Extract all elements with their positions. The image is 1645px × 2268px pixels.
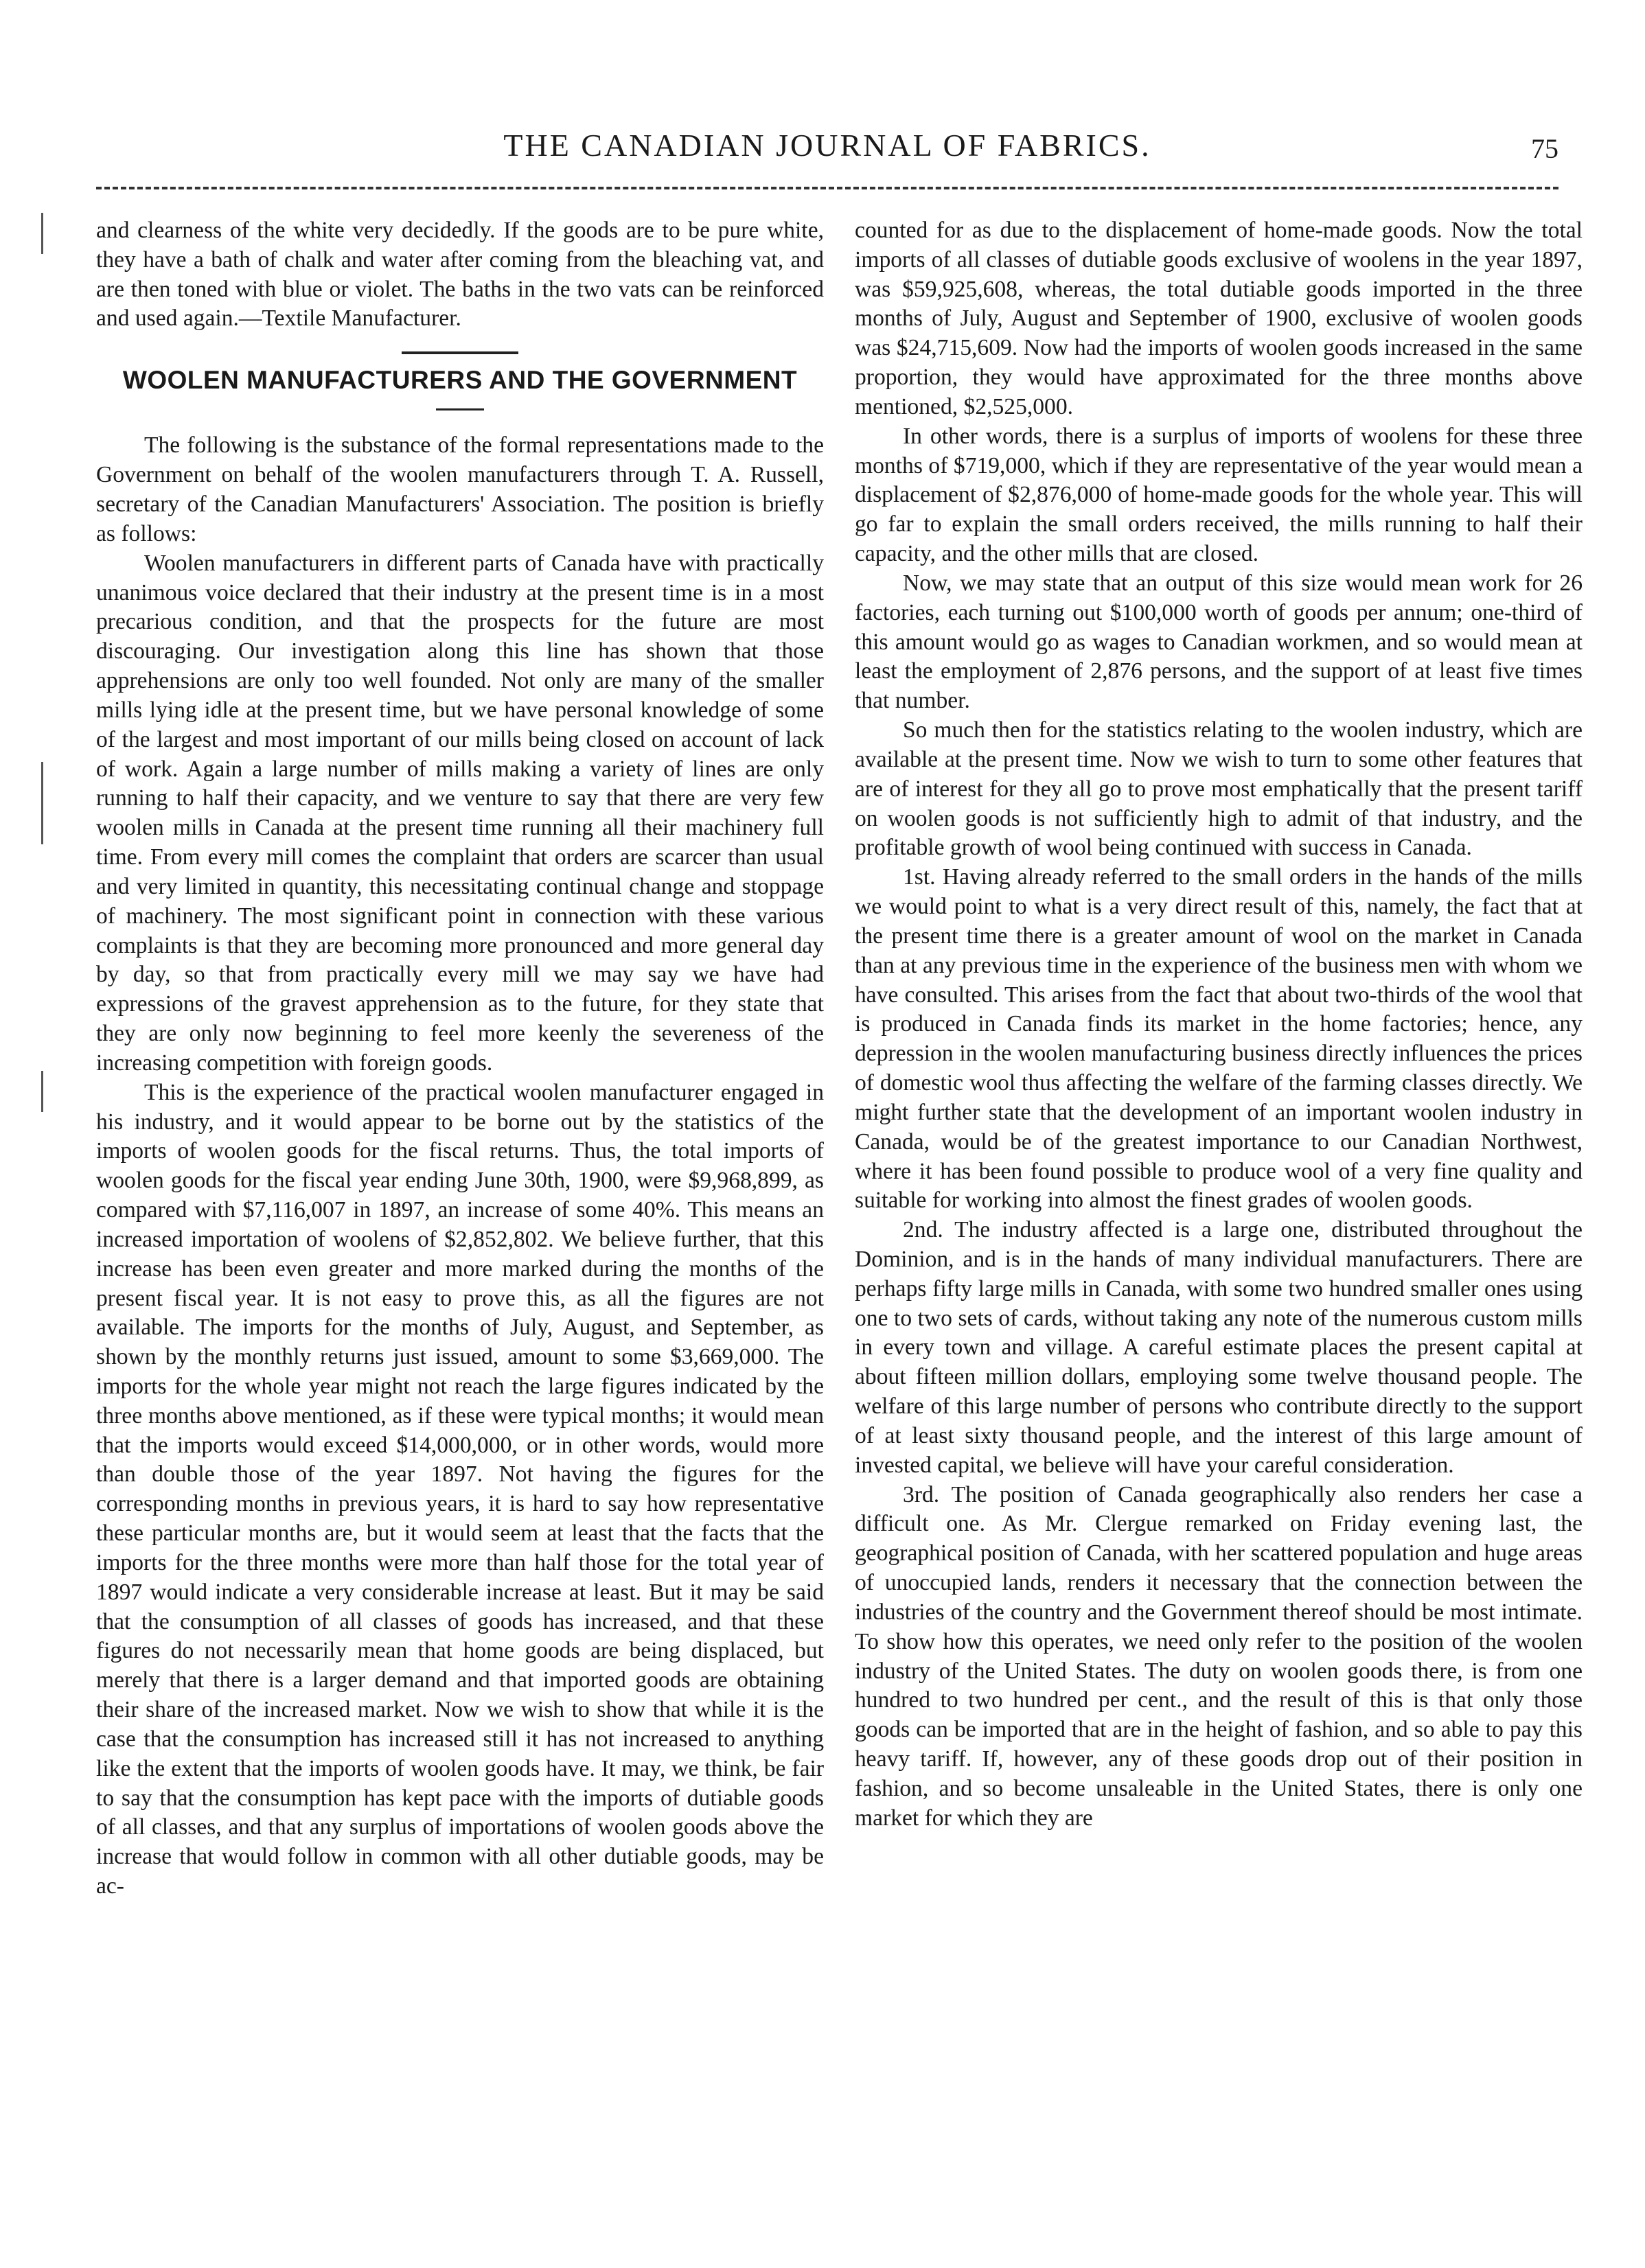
- paragraph: 1st. Having already referred to the small orders in the hands of the mills we would point to what is a very direct result of this, namely, the fact that at the present time there is a greater amount of wool on the market in Canada than at any previous time in the experience of the business men with whom we have consulted. This arises from the fact that about two-thirds of the wool that is produced in Canada finds its market in the home factories; hence, any depression in the woolen manufacturing business directly influences the prices of domestic wool thus affecting the welfare of the farming classes directly. We might further state that the development of an important woolen industry in Canada, would be of the greatest importance to our Canadian Northwest, where it has been found possible to produce wool of a very fine quality and suitable for working into almost the finest grades of woolen goods.: [855, 864, 1583, 1214]
- running-title: THE CANADIAN JOURNAL OF FABRICS.: [503, 128, 1151, 163]
- paragraph: 2nd. The industry affected is a large one, distributed throughout the Dominion, and is in the hands of many individual manufacturers. There are perhaps fifty large mills in Canada, with some two hundred smaller ones using one to two sets of cards, without taking any note of the numerous custom mills in every town and village. A careful estimate places the present capital at about fifteen million dollars, employing some twelve thousand people. The welfare of this large number of persons who contribute directly to the support of at least sixty thousand people, and the interest of this large amount of invested capital, we believe will have your careful consideration.: [855, 1217, 1583, 1478]
- paragraph: The following is the substance of the formal representations made to the Government on behalf of the woolen manufacturers through T. A. Russell, secretary of the Canadian Manufacturers' Association. The position is briefly as follows:: [96, 432, 824, 546]
- header-rule: [96, 187, 1558, 189]
- continued-paragraph: and clearness of the white very decidedly. If the goods are to be pure white, they have a bath of chalk and water after coming from the bleaching vat, and are then toned with blue or violet. The baths in the two vats can be reinforced and used again.—Textile Manufacturer.: [96, 218, 824, 332]
- paragraph: Now, we may state that an output of this size would mean work for 26 factories, each turning out $100,000 worth of goods per annum; one-third of this amount would go as wages to Canadian workmen, and so would mean at least the employment of 2,876 persons, and the support of at least five times that number.: [855, 570, 1583, 714]
- heading-rule-bottom: [436, 408, 484, 410]
- left-column: [96, 216, 824, 1901]
- paragraph: 3rd. The position of Canada geographically also renders her case a difficult one. As Mr. Clergue remarked on Friday evening last, the geographical position of Canada, with her scattered population and huge areas of unoccupied lands, renders it necessary that the connection between the industries of the country and the Government thereof should be most intimate. To show how this operates, we need only refer to the position of the woolen industry of the United States. The duty on woolen goods there, is from one hundred to two hundred per cent., and the result of this is that only those goods can be imported that are in the height of fashion, and so able to pay this heavy tariff. If, however, any of these goods drop out of their position in fashion, and so become unsaleable in the United States, there is only one market for which they are: [855, 1481, 1583, 1831]
- page-header: [96, 127, 1558, 182]
- heading-rule-top: [402, 351, 518, 354]
- margin-mark: [41, 1071, 43, 1112]
- margin-mark: [41, 762, 43, 844]
- paragraph: So much then for the statistics relating to the woolen industry, which are available at the present time. Now we wish to turn to some other features that are of interest for they all go to prove most emphatically that the present tariff on woolen goods is not sufficiently high to admit of that industry, and the profitable growth of wool being continued with success in Canada.: [855, 717, 1583, 861]
- article-heading: WOOLEN MANUFACTURERS AND THE GOVERNMENT: [122, 366, 798, 395]
- article-heading-block: [96, 351, 824, 410]
- page-number: 75: [1531, 133, 1558, 164]
- continued-paragraph: counted for as due to the displacement of home-made goods. Now the total imports of all classes of dutiable goods exclusive of woolens in the year 1897, was $59,925,608, whereas, the total dutiable goods imported in the three months of July, August and September of 1900, exclusive of woolen goods was $24,715,609. Now had the imports of woolen goods increased in the same proportion, they would have approximated for the three months above mentioned, $2,525,000.: [855, 218, 1583, 419]
- paragraph: This is the experience of the practical woolen manufacturer engaged in his industry, and it would appear to be borne out by the statistics of the imports of woolen goods for the fiscal returns. Thus, the total imports of woolen goods for the fiscal year ending June 30th, 1900, were $9,968,899, as compared with $7,116,007 in 1897, an increase of some 40%. This means an increased importation of woolens of $2,852,802. We believe further, that this increase has been even greater and more marked during the months of the present fiscal year. It is not easy to prove this, as all the figures are not available. The imports for the months of July, August, and September, as shown by the monthly returns just issued, amount to some $3,669,000. The imports for the whole year might not reach the large figures indicated by the three months above mentioned, as if these were typical months; it would mean that the imports would exceed $14,000,000, or in other words, would more than double those of the year 1897. Not having the figures for the corresponding months in previous years, it is hard to say how representative these particular months are, but it would seem at least that the facts that the imports for the three months were more than half those for the total year of 1897 would indicate a very considerable increase at least. But it may be said that the consumption of all classes of goods has increased, and that these figures do not necessarily mean that home goods are being displaced, but merely that there is a larger demand and that imported goods are obtaining their share of the increased market. Now we wish to show that while it is the case that the consumption has increased still it has not increased to anything like the extent that the imports of woolen goods have. It may, we think, be fair to say that the consumption has kept pace with the imports of dutiable goods of all classes, and that any surplus of importations of woolen goods above the increase that would follow in common with all other dutiable goods, may be ac-: [96, 1079, 824, 1899]
- right-column: [855, 216, 1583, 1833]
- paragraph: Woolen manufacturers in different parts of Canada have with practically unanimous voice declared that their industry at the present time is in a most precarious condition, and that the prospects for the future are most discouraging. Our investigation along this line has shown that those apprehensions are only too well founded. Not only are many of the smaller mills lying idle at the present time, but we have personal knowledge of some of the largest and most important of our mills being closed on account of lack of work. Again a large number of mills making a variety of lines are only running to half their capacity, and we venture to say that there are very few woolen mills in Canada at the present time running all their machinery full time. From every mill comes the complaint that orders are scarcer than usual and very limited in quantity, this necessitating continual change and stoppage of machinery. The most significant point in connection with these various complaints is that they are becoming more pronounced and more general day by day, so that from practically every mill we may say we have had expressions of the gravest apprehension as to the future, for they state that they are only now beginning to feel more keenly the severeness of the increasing competition with foreign goods.: [96, 550, 824, 1076]
- margin-mark: [41, 213, 43, 254]
- paragraph: In other words, there is a surplus of imports of woolens for these three months of $719,000, which if they are representative of the year would mean a displacement of $2,876,000 of home-made goods for the whole year. This will go far to explain the small orders received, the mills running to half their capacity, and the other mills that are closed.: [855, 423, 1583, 567]
